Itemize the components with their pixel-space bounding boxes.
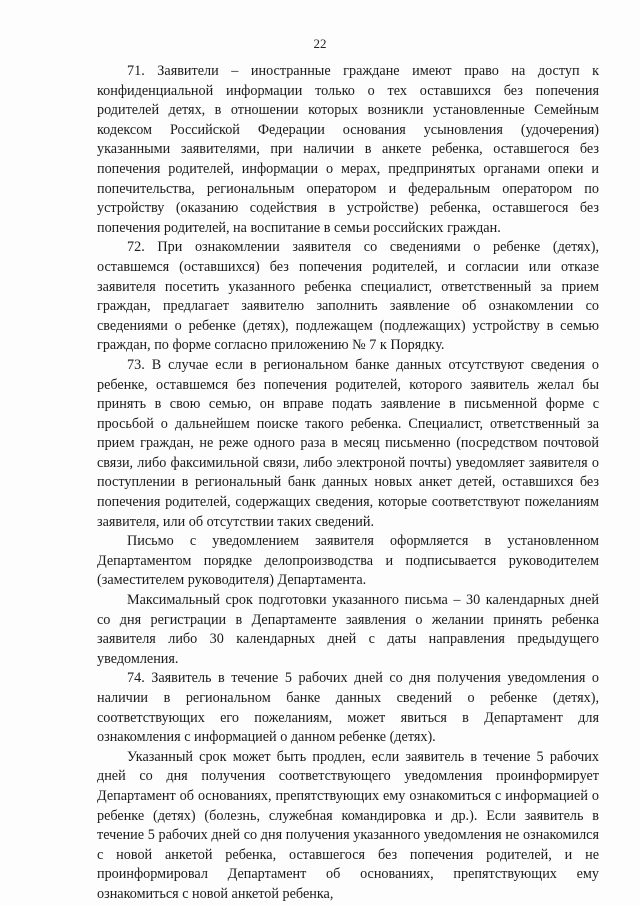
paragraph-max-term: Максимальный срок подготовки указанного письма – 30 календарных дней со дня регистрации в Департаменте заявления о желании принять ребенка заявителя либо 30 календарных дней с даты направления предыдущего уведомления. (97, 592, 599, 667)
paragraph-extension: Указанный срок может быть продлен, если заявитель в течение 5 рабочих дней со дня получения соответствующего уведомления проинформирует Департамент об основаниях, препятствующих ему ознакомиться с информацией о ребенке (детях) (болезнь, служебная командировка и др.). Если заявитель в течение 5 рабочих дней со дня получения указанного уведомления не ознакомился с новой анкетой ребенка, оставшегося без попечения родителей, и не проинформировал Департамент об основаниях, препятствующих ему ознакомиться с новой анкетой ребенка, (97, 748, 599, 902)
paragraph-73: 73. В случае если в региональном банке данных отсутствуют сведения о ребенке, оставшемся без попечения родителей, которого заявитель желал бы принять в свою семью, он вправе подать заявление в письменной форме с просьбой о дальнейшем поиске такого ребенка. Специалист, ответственный за прием граждан, не реже одного раза в месяц письменно (посредством почтовой связи, либо факсимильной связи, либо электроной почты) уведомляет заявителя о поступлении в региональный банк данных новых анкет детей, оставшихся без попечения родителей, содержащих сведения, которые соответствуют пожеланиям заявителя, или об отсутствии таких сведений. (97, 356, 599, 530)
page-number: 22 (313, 36, 327, 51)
paragraph-notification-letter: Письмо с уведомлением заявителя оформляется в установленном Департаментом порядке делопроизводства и подписывается руководителем (заместителем руководителя) Департамента. (97, 533, 599, 589)
document-body (97, 62, 599, 905)
paragraph-71: 71. Заявители – иностранные граждане имеют право на доступ к конфиденциальной информации только о тех оставшихся без попечения родителей детях, в отношении которых возникли установленные Семейным кодексом Российской Федерации основания усыновления (удочерения) указанными заявителями, при наличии в анкете ребенка, оставшегося без попечения родителей, информации о мерах, предпринятых органами опеки и попечительства, региональным оператором и федеральным оператором по устройству (оказанию содействия в устройстве) ребенка, оставшегося без попечения родителей, на воспитание в семьи российских граждан. (97, 63, 599, 236)
paragraph-72: 72. При ознакомлении заявителя со сведениями о ребенке (детях), оставшемся (оставшихся) без попечения родителей, и согласии или отказе заявителя посетить указанного ребенка специалист, ответственный за прием граждан, предлагает заявителю заполнить заявление об ознакомлении со сведениями о ребенке (детях), подлежащем (подлежащих) устройству в семью граждан, по форме согласно приложению № 7 к Порядку. (97, 239, 599, 354)
paragraph-74: 74. Заявитель в течение 5 рабочих дней со дня получения уведомления о наличии в региональном банке данных сведений о ребенке (детях), соответствующих его пожеланиям, может явиться в Департамент для ознакомления с информацией о данном ребенке (детях). (97, 670, 599, 746)
